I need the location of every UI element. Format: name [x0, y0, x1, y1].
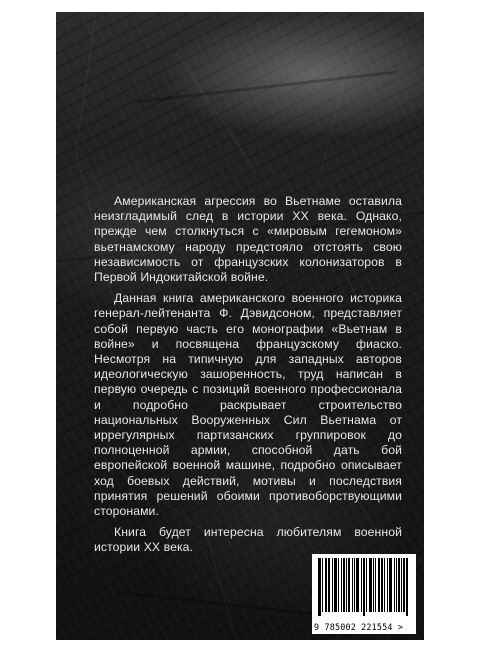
barcode-bar	[370, 558, 371, 612]
barcode-bar	[379, 558, 380, 612]
barcode-bar	[373, 558, 374, 612]
barcode-bar	[394, 558, 395, 612]
barcode-bar	[375, 558, 376, 612]
barcode-bar	[389, 558, 390, 612]
barcode-bar	[334, 558, 335, 612]
barcode-bar	[407, 558, 408, 616]
barcode-bar	[406, 558, 407, 616]
barcode-bar	[361, 558, 362, 612]
blurb-paragraph-3: Книга будет интересна любителям военной истории XX века.	[94, 525, 402, 555]
barcode-bar	[354, 558, 355, 612]
barcode-bar	[343, 558, 344, 612]
isbn-barcode	[312, 554, 416, 634]
barcode-bar	[336, 558, 337, 612]
barcode-bar	[384, 558, 385, 612]
barcode-bar	[398, 558, 399, 612]
barcode-bar	[344, 558, 345, 612]
barcode-bar	[391, 558, 392, 612]
barcode-bar	[399, 558, 400, 612]
barcode-bar	[349, 558, 350, 612]
barcode-bar	[348, 558, 349, 612]
blurb-paragraph-1: Американская агрессия во Вьетнаме оставила неизгладимый след в истории XX века. Однако, прежде чем столкнуться с «мировым гегемоном» вьетнамскому народу предстояло отстоять свою независимость от французских колонизаторов в Первой Индокитайской войне.	[94, 194, 402, 285]
barcode-bar	[381, 558, 382, 612]
barcode-bar	[401, 558, 402, 612]
barcode-bar	[318, 558, 319, 616]
barcode-bar	[366, 558, 367, 612]
barcode-bar	[403, 558, 404, 612]
barcode-bar	[396, 558, 397, 612]
barcode-bar	[322, 558, 323, 612]
barcode-bar	[363, 558, 364, 616]
barcode-bar	[356, 558, 357, 612]
barcode-bar	[326, 558, 327, 612]
barcode-bar	[352, 558, 353, 612]
barcode-bar	[371, 558, 372, 612]
book-back-cover	[56, 12, 424, 640]
back-cover-blurb	[94, 194, 402, 562]
barcode-bar	[382, 558, 383, 612]
barcode-bar	[320, 558, 321, 616]
barcode-bar	[335, 558, 336, 612]
barcode-bar	[329, 558, 330, 612]
barcode-bar	[390, 558, 391, 612]
barcode-bar	[369, 558, 370, 612]
barcode-bar	[346, 558, 347, 612]
barcode-bar	[404, 558, 405, 612]
barcode-bar	[332, 558, 333, 612]
barcode-bar	[319, 558, 320, 616]
barcode-bar	[325, 558, 326, 612]
barcode-bar	[338, 558, 339, 612]
blurb-paragraph-2: Данная книга американского военного историка генерал-лейтенанта Ф. Дэвидсоном, представляет собой первую часть его монографии «Вьетнам в войне» и посвящена французскому фиаско. Несмотря на типичную для западных авторов идеологическую зашоренность, труд написан в первую очередь с позиций военного профессионала и подробно раскрывает строительство национальных Вооруженных Сил Вьетнама от иррегулярных партизанских группировок до полноценной армии, способной дать бой европейской военной машине, подробно описывает ход боевых действий, мотивы и последствия принятия решений обоими противоборствующими сторонами.	[94, 291, 402, 519]
barcode-digits: 9 785002 221554 >	[314, 622, 404, 632]
barcode-bar	[341, 558, 342, 612]
barcode-bar	[358, 558, 359, 612]
barcode-bar	[387, 558, 388, 612]
barcode-bars	[318, 558, 410, 616]
barcode-bar	[357, 558, 358, 612]
barcode-bar	[378, 558, 379, 612]
barcode-bar	[364, 558, 365, 616]
barcode-bar	[328, 558, 329, 612]
